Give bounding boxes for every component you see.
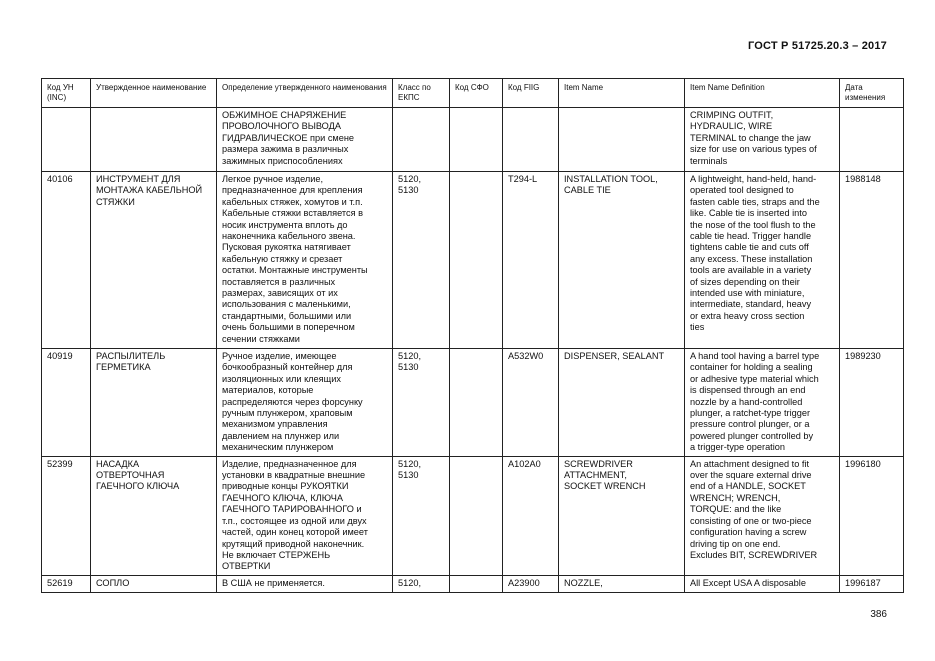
cell-sfo-code xyxy=(450,456,503,575)
cell-line: остатки. Монтажные инструменты xyxy=(222,265,368,276)
cell-item-name xyxy=(559,575,685,592)
cell-line: ГАЕЧНОГО КЛЮЧА xyxy=(96,481,180,492)
cell-line: Не включает СТЕРЖЕНЬ xyxy=(222,549,331,560)
cell-line: МОНТАЖА КАБЕЛЬНОЙ xyxy=(96,185,203,196)
cell-line: nozzle by a hand-controlled xyxy=(690,396,803,407)
cell-line: наконечника кабельного звена. xyxy=(222,231,356,242)
column-header-item-name: Item Name xyxy=(559,79,685,108)
cell-line: В США не применяется. xyxy=(222,577,325,588)
table-row xyxy=(42,349,904,457)
cell-line: механизмом управления xyxy=(222,419,328,430)
cell-line: кабельных стяжек, хомутов и т.п. xyxy=(222,196,363,207)
cell-line: or extra heavy cross section xyxy=(690,310,805,321)
cell-item-name xyxy=(559,172,685,349)
cell-line: Ручное изделие, имеющее xyxy=(222,351,337,361)
cell-change-date: 1996187 xyxy=(840,575,904,592)
cell-approved-name xyxy=(91,575,217,592)
cell-approved-name xyxy=(91,108,217,172)
cell-line: fasten cable ties, straps and the xyxy=(690,196,820,207)
cell-line: 5120, xyxy=(398,351,421,361)
cell-approved-name xyxy=(91,172,217,349)
cell-line: Excludes BIT, SCREWDRIVER xyxy=(690,549,818,560)
column-header-change-date: Дата изменения xyxy=(840,79,904,108)
cell-fiig-code: T294-L xyxy=(503,172,559,349)
cell-line: powered plunger controlled by xyxy=(690,430,814,441)
cell-line: установки в квадратные внешние xyxy=(222,470,366,481)
cell-ekps-class xyxy=(393,456,450,575)
cell-line: ОТВЕРТКИ xyxy=(222,561,271,572)
cell-line: очень большими в поперечном xyxy=(222,322,355,333)
cell-line: SOCKET WRENCH xyxy=(564,481,646,492)
cell-line: использования с маленькими, xyxy=(222,299,351,310)
table-header-row xyxy=(42,79,904,108)
cell-line: НАСАДКА xyxy=(96,458,140,469)
item-names-table xyxy=(41,78,904,593)
cell-line: the nose of the tool flush to the xyxy=(690,219,816,230)
cell-item-name xyxy=(559,456,685,575)
cell-line: SCREWDRIVER xyxy=(564,458,633,469)
cell-line: кабельную стяжку и срезает xyxy=(222,253,343,264)
cell-line: бочкообразный контейнер для xyxy=(222,362,353,373)
cell-line: материалов, которые xyxy=(222,385,314,396)
cell-fiig-code: A532W0 xyxy=(503,349,559,457)
cell-ekps-class xyxy=(393,172,450,349)
cell-change-date: 1996180 xyxy=(840,456,904,575)
cell-line: terminals xyxy=(690,155,728,166)
cell-inc: 52399 xyxy=(42,456,91,575)
cell-line: Изделие, предназначенное для xyxy=(222,458,357,469)
cell-line: of sizes depending on their xyxy=(690,276,800,287)
cell-line: configuration having a screw xyxy=(690,527,807,538)
cell-inc xyxy=(42,108,91,172)
cell-line: стандартными, большими или xyxy=(222,310,352,321)
cell-inc: 40919 xyxy=(42,349,91,457)
cell-line: давлением на плунжер или xyxy=(222,430,340,441)
cell-definition xyxy=(217,108,393,172)
cell-definition xyxy=(217,172,393,349)
cell-item-name-definition xyxy=(685,108,840,172)
column-header-ekps-class: Класс по ЕКПС xyxy=(393,79,450,108)
cell-line: СТЯЖКИ xyxy=(96,196,135,207)
cell-line: 5120, xyxy=(398,458,421,469)
table-row xyxy=(42,108,904,172)
cell-line: механическим плунжером xyxy=(222,442,334,453)
cell-line: Легкое ручное изделие, xyxy=(222,174,324,184)
cell-line: a trigger-type operation xyxy=(690,442,785,453)
cell-line: 5120, xyxy=(398,174,421,184)
cell-line: СОПЛО xyxy=(96,577,130,588)
cell-line: consisting of one or two-piece xyxy=(690,515,812,526)
table-row xyxy=(42,172,904,349)
cell-line: over the square external drive xyxy=(690,470,812,481)
cell-line: container for holding a sealing xyxy=(690,362,813,373)
cell-line: Кабельные стяжки вставляется в xyxy=(222,208,364,219)
cell-line: TERMINAL to change the jaw xyxy=(690,132,811,143)
cell-line: any excess. These installation xyxy=(690,253,813,264)
cell-line: ОТВЕРТОЧНАЯ xyxy=(96,470,165,481)
table-row xyxy=(42,456,904,575)
cell-line: распределяются через форсунку xyxy=(222,396,363,407)
cell-line: ATTACHMENT, xyxy=(564,470,627,481)
cell-line: размерах, зависящих от их xyxy=(222,288,338,299)
cell-line: 5130 xyxy=(398,185,419,196)
column-header-approved-name: Утвержденное наименование xyxy=(91,79,217,108)
cell-line: носик инструмента вплоть до xyxy=(222,219,348,230)
cell-line: DISPENSER, SEALANT xyxy=(564,351,665,361)
cell-definition xyxy=(217,349,393,457)
cell-line: An attachment designed to fit xyxy=(690,458,810,469)
cell-inc: 40106 xyxy=(42,172,91,349)
cell-line: ручным плунжером, храповым xyxy=(222,408,353,419)
cell-line: 5130 xyxy=(398,362,419,373)
cell-line: ГИДРАВЛИЧЕСКОЕ при смене xyxy=(222,132,355,143)
cell-line: pressure control plunger, or a xyxy=(690,419,810,430)
cell-line: ties xyxy=(690,322,705,333)
cell-line: A lightweight, hand-held, hand- xyxy=(690,174,817,184)
cell-definition xyxy=(217,456,393,575)
cell-change-date xyxy=(840,108,904,172)
cell-item-name-definition xyxy=(685,172,840,349)
cell-line: ГЕРМЕТИКА xyxy=(96,362,151,373)
cell-line: предназначенное для крепления xyxy=(222,185,363,196)
cell-fiig-code: A102A0 xyxy=(503,456,559,575)
cell-inc: 52619 xyxy=(42,575,91,592)
cell-line: plunger, a ratchet-type trigger xyxy=(690,408,811,419)
cell-line: ОБЖИМНОЕ СНАРЯЖЕНИЕ xyxy=(222,110,347,120)
column-header-item-name-definition: Item Name Definition xyxy=(685,79,840,108)
cell-line: ГАЕЧНОГО ТАРИРОВАННОГО и xyxy=(222,504,362,515)
cell-approved-name xyxy=(91,349,217,457)
cell-line: or adhesive type material which xyxy=(690,373,819,384)
cell-line: NOZZLE, xyxy=(564,577,603,588)
document-standard-header: ГОСТ Р 51725.20.3 – 2017 xyxy=(747,40,887,52)
table-row xyxy=(42,575,904,592)
cell-item-name xyxy=(559,349,685,457)
cell-line: поставляется в различных xyxy=(222,276,336,287)
cell-fiig-code: A23900 xyxy=(503,575,559,592)
cell-sfo-code xyxy=(450,575,503,592)
cell-line: All Except USA A disposable xyxy=(690,577,806,588)
cell-line: размера зажима в различных xyxy=(222,144,349,155)
cell-line: INSTALLATION TOOL, xyxy=(564,174,658,184)
cell-line: intended use with miniature, xyxy=(690,288,805,299)
cell-line: изоляционных или клеящих xyxy=(222,373,341,384)
cell-sfo-code xyxy=(450,108,503,172)
cell-line: 5120, xyxy=(398,577,421,588)
cell-line: tools are available in a variety xyxy=(690,265,812,276)
cell-line: size for use on various types of xyxy=(690,144,817,155)
cell-line: WRENCH; WRENCH, xyxy=(690,492,781,503)
cell-item-name-definition xyxy=(685,349,840,457)
cell-fiig-code xyxy=(503,108,559,172)
page-number: 386 xyxy=(870,609,887,620)
cell-line: tightens cable tie and cuts off xyxy=(690,242,809,253)
cell-ekps-class xyxy=(393,108,450,172)
cell-line: частей, один конец которой имеет xyxy=(222,527,368,538)
cell-line: driving tip on one end. xyxy=(690,538,781,549)
cell-change-date: 1989230 xyxy=(840,349,904,457)
cell-line: cable tie head. Trigger handle xyxy=(690,231,812,242)
cell-line: end of a HANDLE, SOCKET xyxy=(690,481,806,492)
cell-approved-name xyxy=(91,456,217,575)
cell-line: is dispensed through an end xyxy=(690,385,806,396)
cell-line: ПРОВОЛОЧНОГО ВЫВОДА xyxy=(222,121,341,132)
cell-line: 5130 xyxy=(398,470,419,481)
cell-ekps-class xyxy=(393,349,450,457)
cell-change-date: 1988148 xyxy=(840,172,904,349)
cell-line: intermediate, standard, heavy xyxy=(690,299,812,310)
cell-line: т.п., состоящее из одной или двух xyxy=(222,515,367,526)
cell-line: A hand tool having a barrel type xyxy=(690,351,820,361)
cell-line: РАСПЫЛИТЕЛЬ xyxy=(96,351,166,361)
cell-line: TORQUE: and the like xyxy=(690,504,782,515)
cell-definition xyxy=(217,575,393,592)
cell-item-name-definition xyxy=(685,456,840,575)
cell-line: HYDRAULIC, WIRE xyxy=(690,121,773,132)
cell-sfo-code xyxy=(450,172,503,349)
column-header-fiig-code: Код FIIG xyxy=(503,79,559,108)
cell-line: like. Cable tie is inserted into xyxy=(690,208,807,219)
column-header-inc: Код УН (INC) xyxy=(42,79,91,108)
column-header-definition: Определение утвержденного наименования xyxy=(217,79,393,108)
cell-line: зажимных приспособлениях xyxy=(222,155,343,166)
cell-sfo-code xyxy=(450,349,503,457)
column-header-sfo-code: Код СФО xyxy=(450,79,503,108)
cell-item-name-definition xyxy=(685,575,840,592)
cell-line: приводные концы РУКОЯТКИ xyxy=(222,481,349,492)
cell-line: CABLE TIE xyxy=(564,185,611,196)
cell-line: operated tool designed to xyxy=(690,185,794,196)
cell-line: ГАЕЧНОГО КЛЮЧА, КЛЮЧА xyxy=(222,492,344,503)
cell-item-name xyxy=(559,108,685,172)
cell-line: крутящий приводной наконечник. xyxy=(222,538,365,549)
cell-line: CRIMPING OUTFIT, xyxy=(690,110,774,120)
cell-line: ИНСТРУМЕНТ ДЛЯ xyxy=(96,174,181,184)
cell-line: сечении стяжками xyxy=(222,333,300,344)
cell-ekps-class xyxy=(393,575,450,592)
cell-line: Пусковая рукоятка натягивает xyxy=(222,242,351,253)
